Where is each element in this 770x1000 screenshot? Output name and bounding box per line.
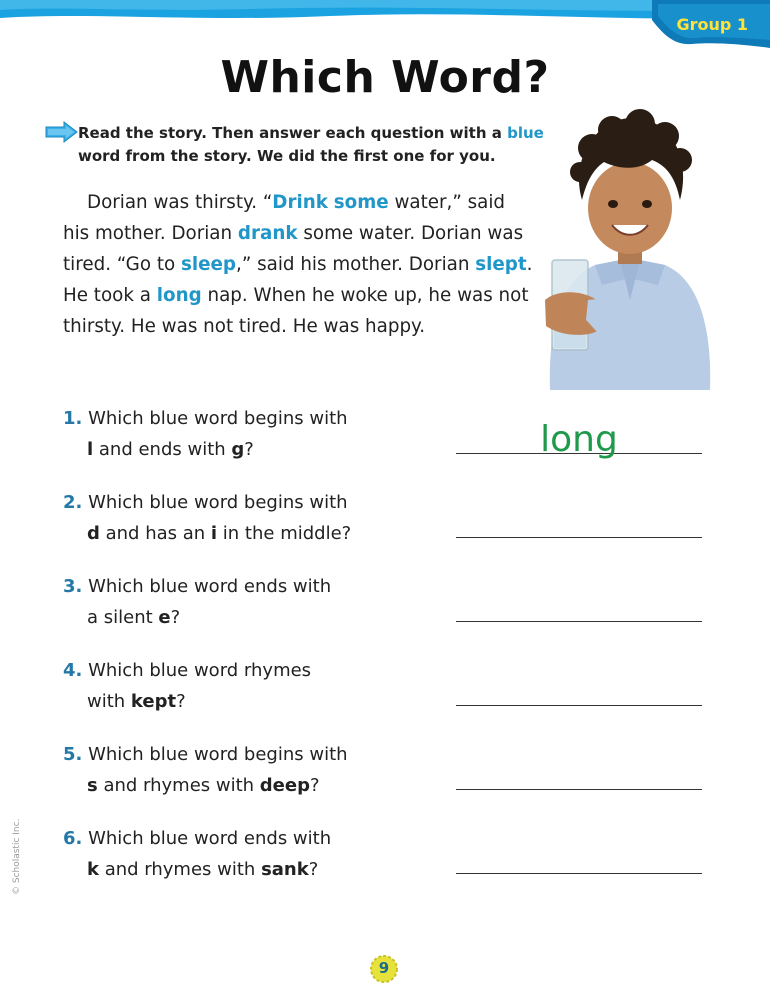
question-4: [63, 655, 311, 717]
story-blue-word: slept: [475, 254, 527, 275]
question-3: [63, 571, 331, 633]
story-blue-word: drank: [237, 223, 298, 244]
question-key-letters: d: [87, 523, 100, 544]
instructions: [78, 122, 548, 168]
story-text: nap. When he woke up, he was not thirsty. He was not tired. He was happy.: [63, 285, 529, 337]
instructions-text-end: word from the story. We did the first one for you.: [78, 147, 496, 165]
question-text: with: [87, 691, 131, 712]
question-text: and has an: [99, 523, 211, 544]
copyright-notice: © Scholastic Inc.: [12, 818, 22, 895]
question-text: and rhymes with: [97, 775, 260, 796]
story-text: Dorian was thirsty. “: [87, 192, 273, 213]
answer-line[interactable]: [456, 621, 702, 622]
question-text-line2: [63, 518, 351, 549]
answer-line[interactable]: [456, 537, 702, 538]
question-key-letters: deep: [259, 775, 310, 796]
answer-line[interactable]: [456, 705, 702, 706]
question-1: [63, 403, 348, 465]
question-text: ?: [244, 439, 254, 460]
story-text: some water. Dorian was tired. “Go to: [63, 223, 524, 275]
question-text-line1: Which blue word ends with: [82, 576, 332, 597]
question-key-letters: i: [210, 523, 218, 544]
question-text: ?: [309, 775, 320, 796]
question-key-letters: kept: [130, 691, 177, 712]
question-text-line2: [63, 602, 331, 633]
page-title: Which Word?: [220, 52, 550, 103]
boy-with-water-photo: [540, 100, 720, 390]
story-blue-word: sleep: [180, 254, 237, 275]
question-text: ?: [176, 691, 186, 712]
story-text: ,” said his mother. Dorian: [236, 254, 476, 275]
question-number: 5.: [63, 744, 83, 765]
question-text: and ends with: [93, 439, 232, 460]
story-blue-word: Drink: [272, 192, 328, 213]
question-text-line1: Which blue word begins with: [82, 408, 348, 429]
question-number: 1.: [63, 408, 83, 429]
question-text: and rhymes with: [98, 859, 262, 880]
question-text: ?: [170, 607, 181, 628]
question-text-line1: Which blue word begins with: [82, 744, 348, 765]
question-text: a silent: [87, 607, 159, 628]
story-blue-word: long: [156, 285, 202, 306]
question-text-line1: Which blue word rhymes: [82, 660, 312, 681]
question-number: 6.: [63, 828, 83, 849]
question-number: 4.: [63, 660, 83, 681]
question-key-letters: l: [87, 439, 94, 460]
question-text-line2: [63, 770, 348, 801]
group-label: Group 1: [676, 15, 748, 34]
question-text-line1: Which blue word begins with: [82, 492, 348, 513]
question-text-line2: [63, 854, 331, 885]
story-blue-word: some: [333, 192, 389, 213]
question-text: in the middle?: [217, 523, 352, 544]
question-key-letters: sank: [261, 859, 309, 880]
answer-text: long: [540, 419, 618, 460]
question-5: [63, 739, 348, 801]
story-paragraph: [63, 187, 533, 342]
question-key-letters: k: [87, 859, 99, 880]
answer-line[interactable]: [456, 873, 702, 874]
question-number: 2.: [63, 492, 83, 513]
story-text: . He took a: [63, 254, 533, 306]
question-key-letters: g: [231, 439, 245, 460]
question-text-line2: [63, 686, 311, 717]
instructions-text: Read the story. Then answer each question with a: [78, 124, 508, 142]
question-text-line2: [63, 434, 348, 465]
answer-line[interactable]: [456, 789, 702, 790]
question-key-letters: s: [87, 775, 98, 796]
story: [63, 187, 533, 342]
question-number: 3.: [63, 576, 83, 597]
question-text: ?: [308, 859, 319, 880]
question-6: [63, 823, 331, 885]
question-text-line1: Which blue word ends with: [82, 828, 332, 849]
question-2: [63, 487, 351, 549]
instructions-highlight: blue: [507, 124, 544, 142]
page-number: 9: [378, 959, 390, 977]
question-key-letters: e: [158, 607, 171, 628]
arrow-icon: [44, 121, 78, 143]
story-text: water,” said his mother. Dorian: [63, 192, 506, 244]
